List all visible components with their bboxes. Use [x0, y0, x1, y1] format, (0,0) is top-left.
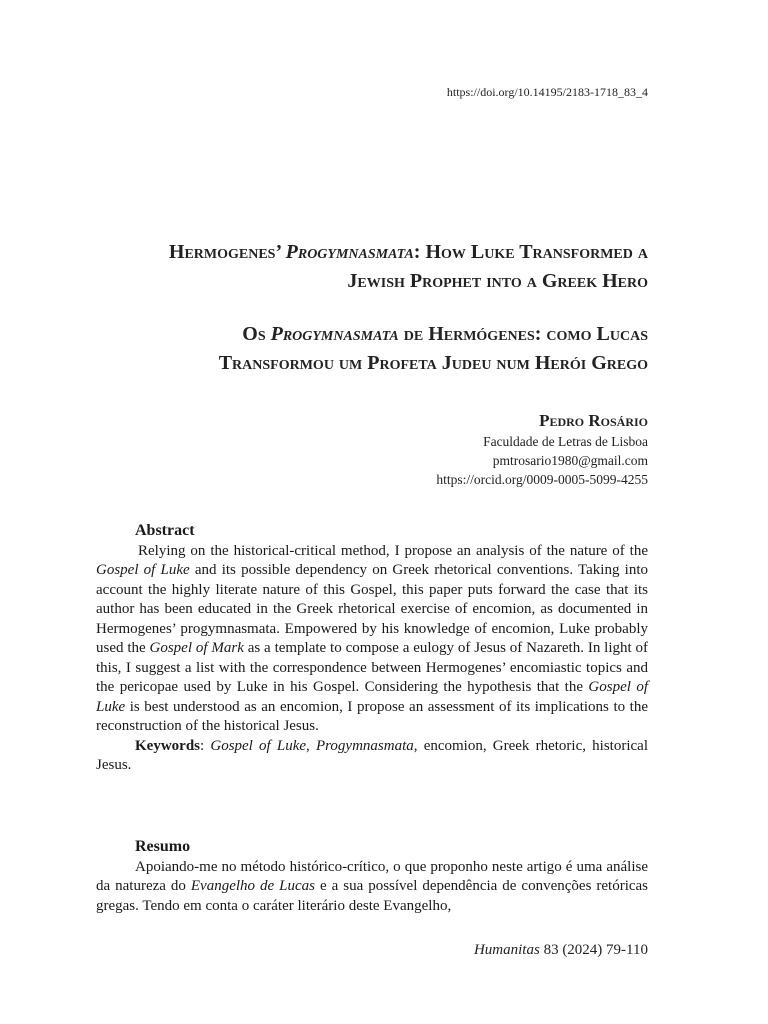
author-name: Pedro Rosário [539, 411, 648, 430]
doi-link[interactable]: https://doi.org/10.14195/2183-1718_83_4 [446, 85, 648, 99]
journal-footer: Humanitas 83 (2024) 79-110 [473, 942, 648, 958]
abstract-text: Relying on the historical-critical method, I propose an analysis of the nature of the Gospel of Luke and its possible dependency on Greek rhetorical conventions. Taking into account the highly literate nature of this Gospel, this paper puts forward the case that its author has been educated in the Greek rhetorical exercise of encomion, as documented in Hermogenes’ progymnasmata. Empowered by his knowledge of encomion, Luke probably used the Gospel of Mark as a template to compose a eulogy of Jesus of Nazareth. In light of this, I suggest a list with the correspondence between Hermogenes’ encomiastic topics and the pericopae used by Luke in his Gospel. Considering the hypothesis that the Gospel of Luke is best understood as an encomion, I propose an assessment of its implications to the reconstruction of the historical Jesus. [96, 542, 649, 734]
author-block [436, 410, 648, 489]
author-email[interactable]: pmtrosario1980@gmail.com [492, 453, 648, 468]
resumo-text: Apoiando-me no método histórico-crítico, o que proponho neste artigo é uma análise da natureza do Evangelho de Lucas e a sua possível dependência de convenções retóricas gregas. Tendo em conta o caráter literário deste Evangelho, [96, 858, 649, 914]
abstract-heading: Abstract [135, 522, 195, 539]
resumo-heading: Resumo [135, 838, 191, 855]
author-affiliation: Faculdade de Letras de Lisboa [483, 434, 648, 449]
keywords: Keywords: Gospel of Luke, Progymnasmata, encomion, Greek rhetoric, historical Jesus. [96, 737, 648, 773]
author-orcid[interactable]: https://orcid.org/0009-0005-5099-4255 [436, 472, 648, 487]
resumo-section [96, 837, 648, 916]
title-block [88, 238, 648, 378]
title-english: Hermogenes’ Progymnasmata: How Luke Transformed a Jewish Prophet into a Greek Hero [168, 241, 648, 292]
title-portuguese: Os Progymnasmata de Hermógenes: como Lucas Transformou um Profeta Judeu num Herói Grego [218, 323, 648, 374]
abstract-section [96, 521, 648, 776]
